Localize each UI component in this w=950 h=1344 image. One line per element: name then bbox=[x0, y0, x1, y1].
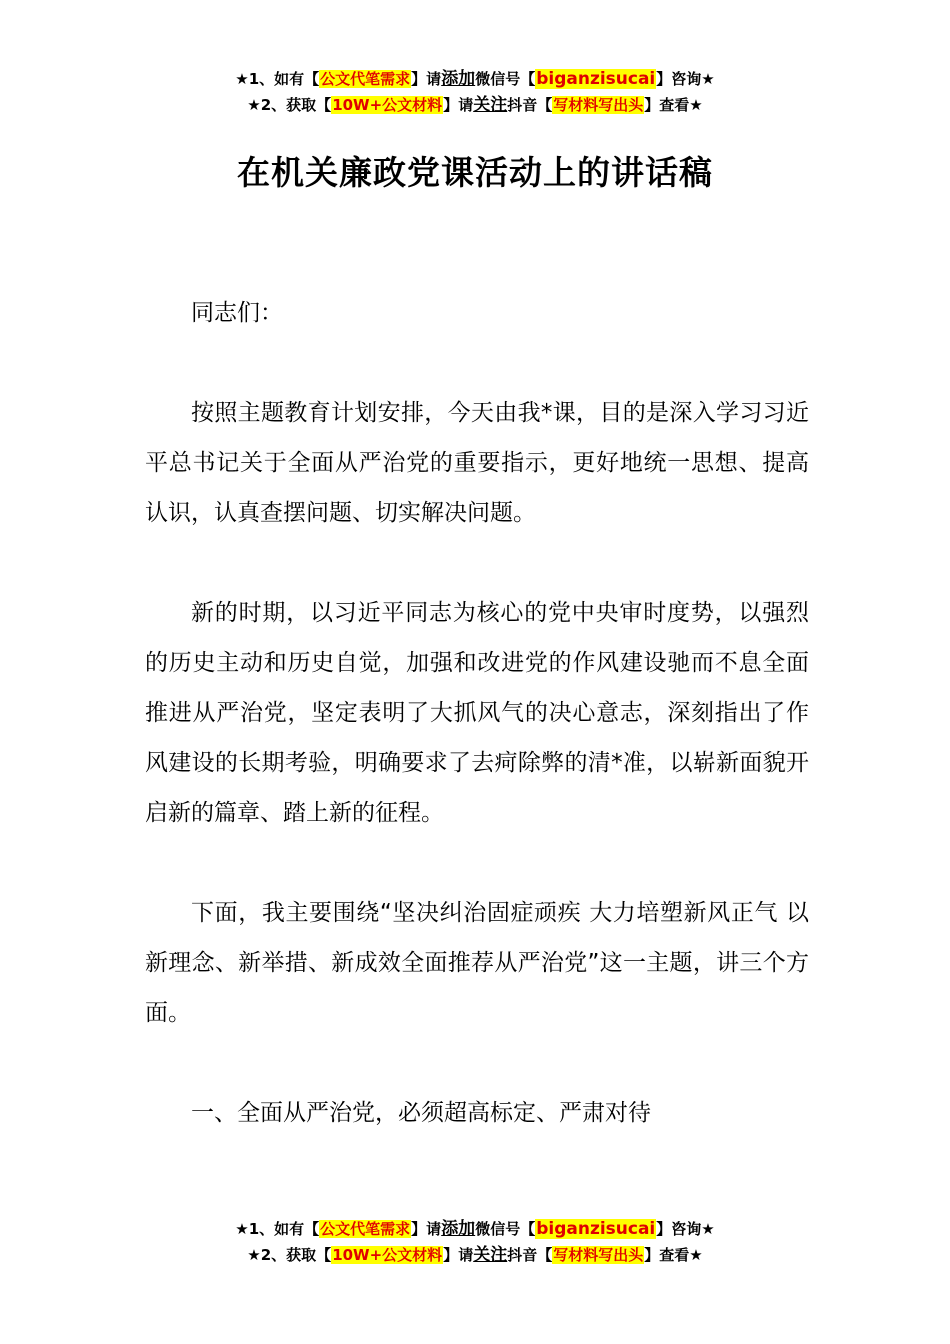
banner-highlight: 10W+公文材料 bbox=[332, 1246, 443, 1264]
banner-douyin-id: 写材料写出头 bbox=[553, 96, 644, 114]
banner-underlined: 添加 bbox=[441, 69, 476, 89]
paragraph-3: 下面，我主要围绕“坚决纠治固症顽疾 大力培塑新风正气 以新理念、新举措、新成效全面推荐从严治党”这一主题，讲三个方面。 bbox=[145, 900, 809, 1026]
banner-douyin-id: 写材料写出头 bbox=[553, 1246, 644, 1264]
banner-highlight: 公文代笔需求 bbox=[320, 70, 411, 88]
paragraph-1: 按照主题教育计划安排，今天由我*课，目的是深入学习习近平总书记关于全面从严治党的重要指示，更好地统一思想、提高认识，认真查摆问题、切实解决问题。 bbox=[145, 400, 809, 526]
banner-line-1: ★1、如有【公文代笔需求】请添加微信号【biganzisucai】咨询★ bbox=[235, 69, 715, 89]
footer-banner bbox=[0, 1216, 950, 1268]
header-banner bbox=[0, 66, 950, 118]
salutation: 同志们： bbox=[191, 300, 283, 326]
banner-underlined: 关注 bbox=[473, 95, 508, 115]
banner-line-2: ★2、获取【10W+公文材料】请关注抖音【写材料写出头】查看★ bbox=[247, 95, 703, 115]
banner-highlight: 公文代笔需求 bbox=[320, 1220, 411, 1238]
banner-underlined: 添加 bbox=[441, 1219, 476, 1239]
section-heading-1: 一、全面从严治党，必须超高标定、严肃对待 bbox=[191, 1100, 651, 1126]
document-body bbox=[145, 288, 809, 1188]
banner-line-2: ★2、获取【10W+公文材料】请关注抖音【写材料写出头】查看★ bbox=[247, 1245, 703, 1265]
banner-highlight: 10W+公文材料 bbox=[332, 96, 443, 114]
paragraph-2: 新的时期，以习近平同志为核心的党中央审时度势，以强烈的历史主动和历史自觉，加强和改进党的作风建设驰而不息全面推进从严治党，坚定表明了大抓风气的决心意志，深刻指出了作风建设的长期考验，明确要求了去疴除弊的清*准，以崭新面貌开启新的篇章、踏上新的征程。 bbox=[145, 600, 809, 826]
document-title: 在机关廉政党课活动上的讲话稿 bbox=[237, 153, 713, 192]
banner-line-1: ★1、如有【公文代笔需求】请添加微信号【biganzisucai】咨询★ bbox=[235, 1219, 715, 1239]
banner-wechat-id: biganzisucai bbox=[536, 1219, 656, 1239]
banner-underlined: 关注 bbox=[473, 1245, 508, 1265]
banner-wechat-id: biganzisucai bbox=[536, 69, 656, 89]
